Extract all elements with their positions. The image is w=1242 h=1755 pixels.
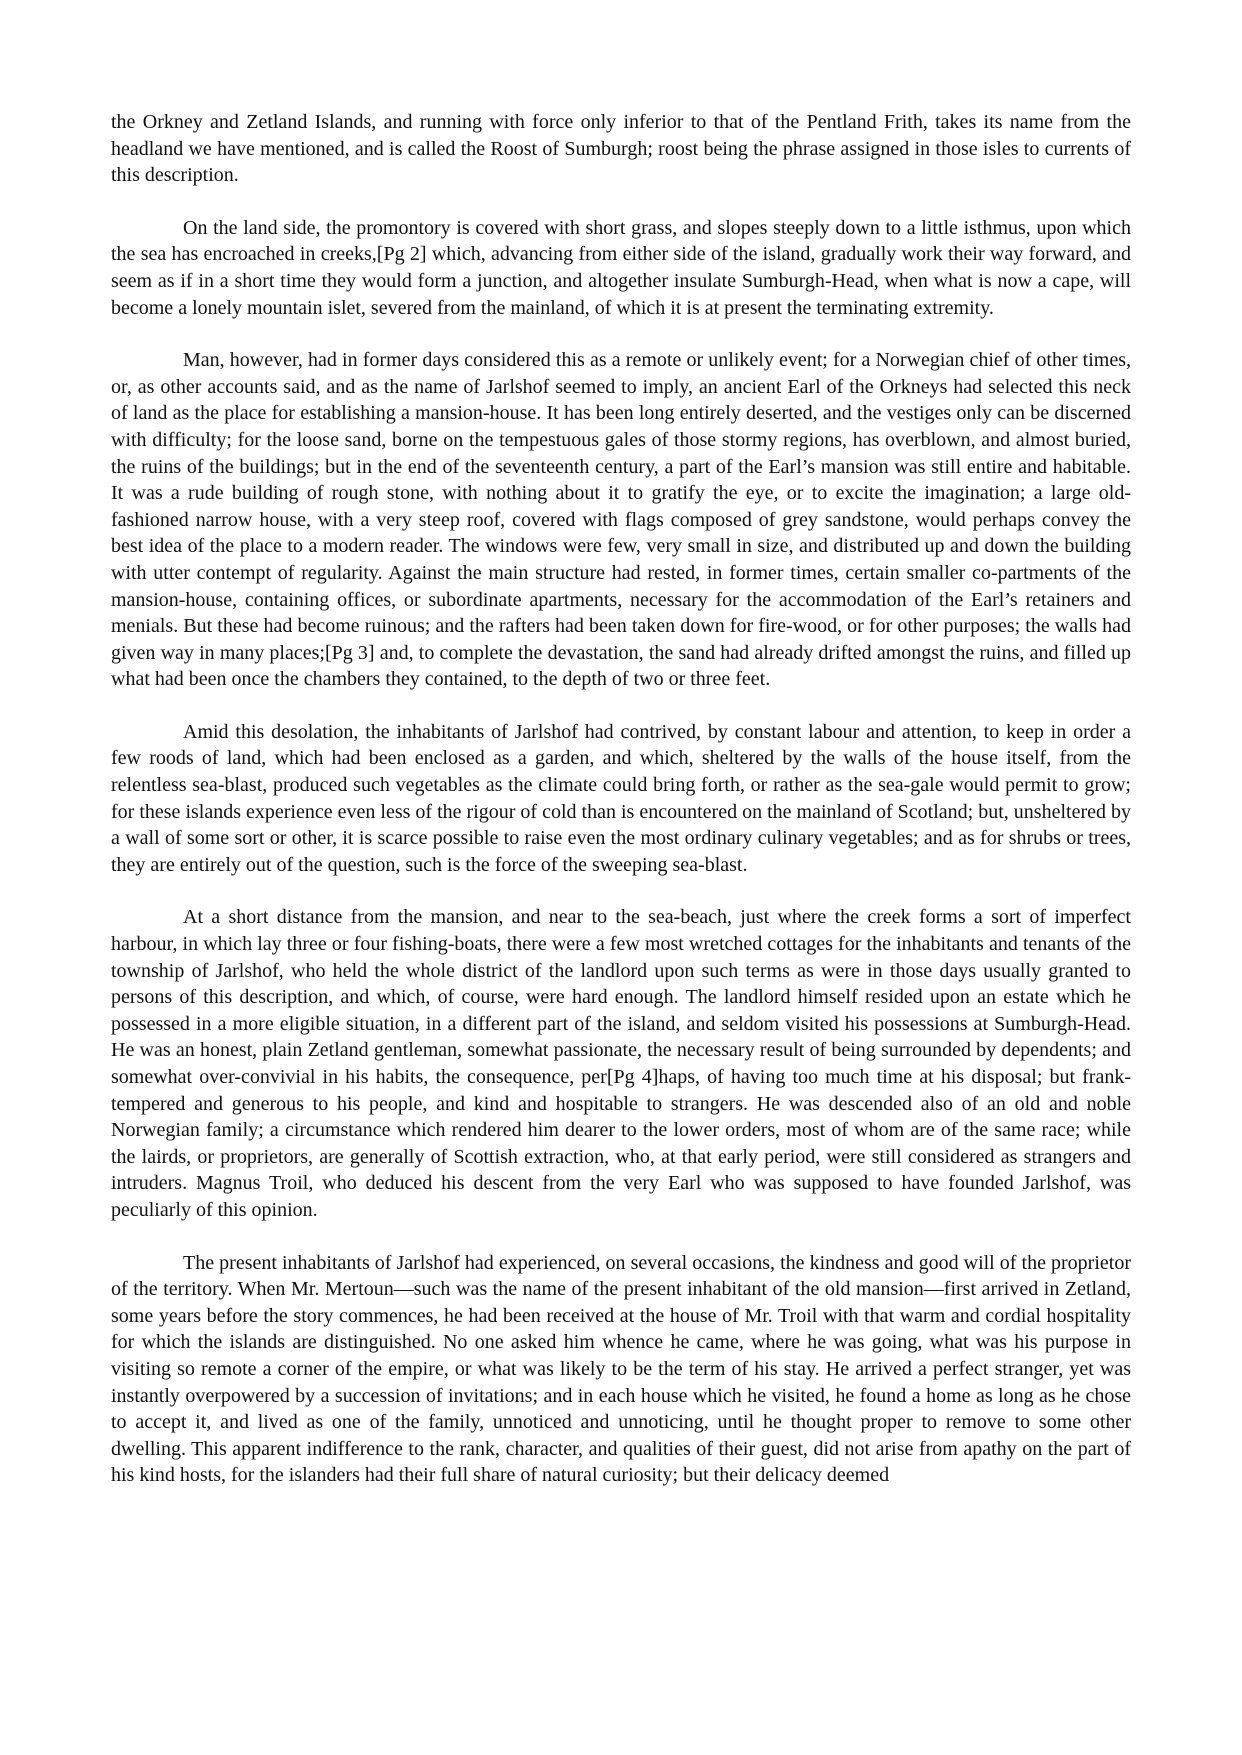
paragraph-5: At a short distance from the mansion, and near to the sea-beach, just where the creek forms a sort of imperfect harbour, in which lay three or four fishing-boats, there were a few most wretched cottages for the inhabitants and tenants of the township of Jarlshof, who held the whole district of the landlord upon such terms as were in those days usually granted to persons of this description, and which, of course, were hard enough. The landlord himself resided upon an estate which he possessed in a more eligible situation, in a different part of the island, and seldom visited his possessions at Sumburgh-Head. He was an honest, plain Zetland gentleman, somewhat passionate, the necessary result of being surrounded by dependents; and somewhat over-convivial in his habits, the consequence, per[Pg 4]haps, of having too much time at his disposal; but frank-tempered and generous to his people, and kind and hospitable to strangers. He was descended also of an old and noble Norwegian family; a circumstance which rendered him dearer to the lower orders, most of whom are of the same race; while the lairds, or proprietors, are generally of Scottish extraction, who, at that early period, were still considered as strangers and intruders. Magnus Troil, who deduced his descent from the very Earl who was supposed to have founded Jarlshof, was peculiarly of this opinion. <box>111 906 1131 1221</box>
paragraph-3: Man, however, had in former days considered this as a remote or unlikely event; for a Norwegian chief of other times, or, as other accounts said, and as the name of Jarlshof seemed to imply, an ancient Earl of the Orkneys had selected this neck of land as the place for establishing a mansion-house. It has been long entirely deserted, and the vestiges only can be discerned with difficulty; for the loose sand, borne on the tempestuous gales of those stormy regions, has overblown, and almost buried, the ruins of the buildings; but in the end of the seventeenth century, a part of the Earl’s mansion was still entire and habitable. It was a rude building of rough stone, with nothing about it to gratify the eye, or to excite the imagination; a large old-fashioned narrow house, with a very steep roof, covered with flags composed of grey sandstone, would perhaps convey the best idea of the place to a modern reader. The windows were few, very small in size, and distributed up and down the building with utter contempt of regularity. Against the main structure had rested, in former times, certain smaller co-partments of the mansion-house, containing offices, or subordinate apartments, necessary for the accommodation of the Earl’s retainers and menials. But these had become ruinous; and the rafters had been taken down for fire-wood, or for other purposes; the walls had given way in many places;[Pg 3] and, to complete the devastation, the sand had already drifted amongst the ruins, and filled up what had been once the chambers they contained, to the depth of two or three feet. <box>111 349 1131 691</box>
page-text <box>111 109 1131 1489</box>
paragraph-6: The present inhabitants of Jarlshof had experienced, on several occasions, the kindness and good will of the proprietor of the territory. When Mr. Mertoun—such was the name of the present inhabitant of the old mansion—first arrived in Zetland, some years before the story commences, he had been received at the house of Mr. Troil with that warm and cordial hospitality for which the islands are distinguished. No one asked him whence he came, where he was going, what was his purpose in visiting so remote a corner of the empire, or what was likely to be the term of his stay. He arrived a perfect stranger, yet was instantly overpowered by a succession of invitations; and in each house which he visited, he found a home as long as he chose to accept it, and lived as one of the family, unnoticed and unnoticing, until he thought proper to remove to some other dwelling. This apparent indifference to the rank, character, and qualities of their guest, did not arise from apathy on the part of his kind hosts, for the islanders had their full share of natural curiosity; but their delicacy deemed <box>111 1251 1131 1487</box>
paragraph-1: the Orkney and Zetland Islands, and running with force only inferior to that of the Pentland Frith, takes its name from the headland we have mentioned, and is called the Roost of Sumburgh; roost being the phrase assigned in those isles to currents of this description. <box>111 111 1131 187</box>
paragraph-4: Amid this desolation, the inhabitants of Jarlshof had contrived, by constant labour and attention, to keep in order a few roods of land, which had been enclosed as a garden, and which, sheltered by the walls of the house itself, from the relentless sea-blast, produced such vegetables as the climate could bring forth, or rather as the sea-gale would permit to grow; for these islands experience even less of the rigour of cold than is encountered on the mainland of Scotland; but, unsheltered by a wall of some sort or other, it is scarce possible to raise even the most ordinary culinary vegetables; and as for shrubs or trees, they are entirely out of the question, such is the force of the sweeping sea-blast. <box>111 720 1131 876</box>
paragraph-2: On the land side, the promontory is covered with short grass, and slopes steeply down to a little isthmus, upon which the sea has encroached in creeks,[Pg 2] which, advancing from either side of the island, gradually work their way forward, and seem as if in a short time they would form a junction, and altogether insulate Sumburgh-Head, when what is now a cape, will become a lonely mountain islet, severed from the mainland, of which it is at present the terminating extremity. <box>111 216 1131 319</box>
